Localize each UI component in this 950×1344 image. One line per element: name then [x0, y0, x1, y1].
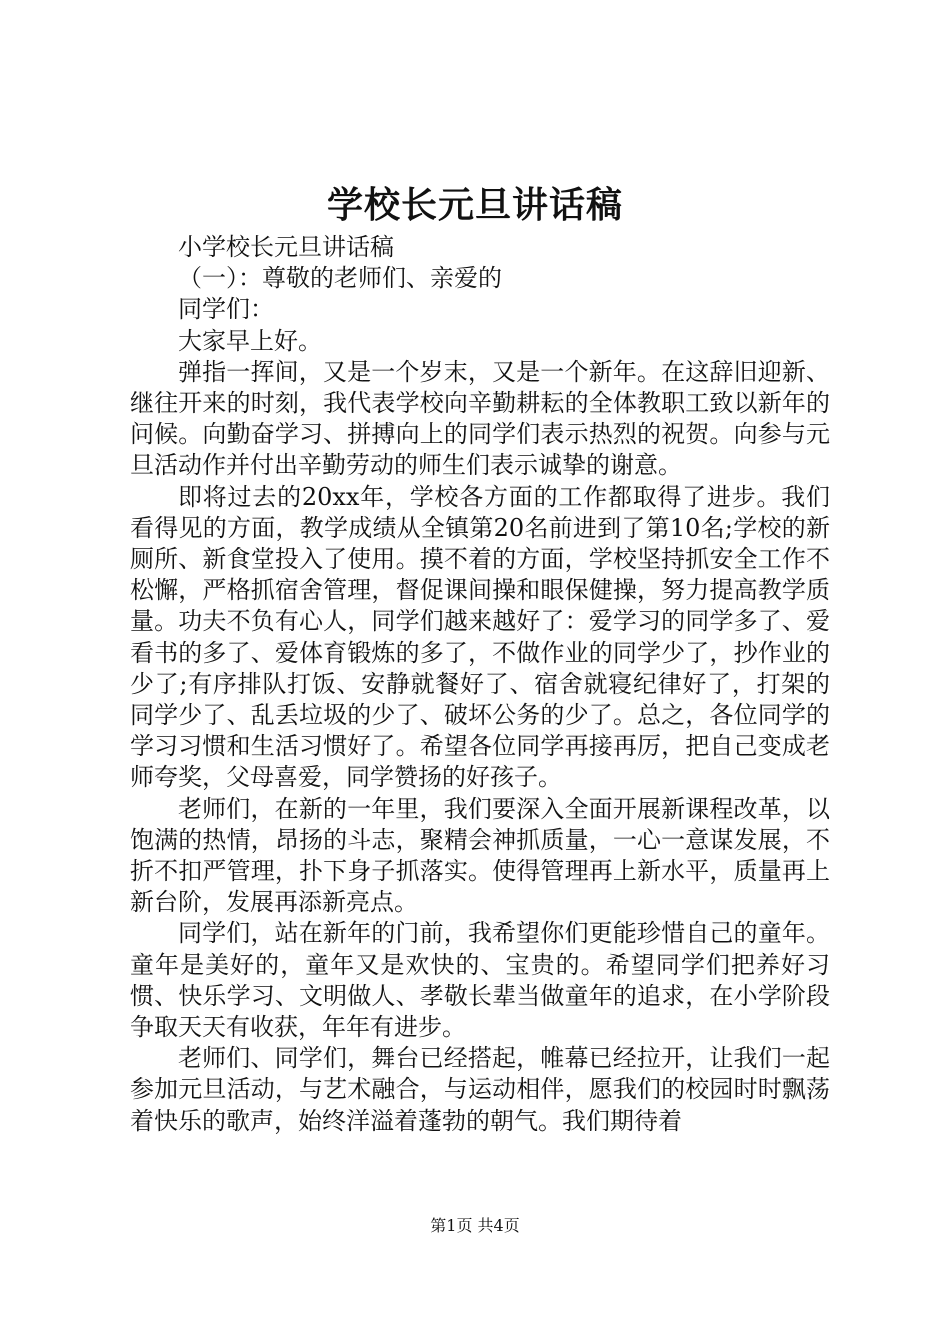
paragraph: 老师们，在新的一年里，我们要深入全面开展新课程改革，以饱满的热情，昂扬的斗志，聚精会神抓质量，一心一意谋发展，不折不扣严管理，扑下身子抓落实。使得管理再上新水平，质量再上新台阶，发展再添新亮点。 — [130, 794, 830, 917]
paragraph: 即将过去的20xx年，学校各方面的工作都取得了进步。我们看得见的方面，教学成绩从全镇第20名前进到了第10名;学校的新厕所、新食堂投入了使用。摸不着的方面，学校坚持抓安全工作不松懈，严格抓宿舍管理，督促课间操和眼保健操，努力提高教学质量。功夫不负有心人，同学们越来越好了：爱学习的同学多了、爱看书的多了、爱体育锻炼的多了，不做作业的同学少了，抄作业的少了;有序排队打饭、安静就餐好了、宿舍就寝纪律好了，打架的同学少了、乱丢垃圾的少了、破坏公务的少了。总之，各位同学的学习习惯和生活习惯好了。希望各位同学再接再厉，把自己变成老师夸奖，父母喜爱，同学赞扬的好孩子。 — [130, 482, 830, 792]
paragraph: 小学校长元旦讲话稿 — [178, 233, 394, 261]
paragraph: 同学们，站在新年的门前，我希望你们更能珍惜自己的童年。童年是美好的，童年又是欢快的、宝贵的。希望同学们把养好习惯、快乐学习、文明做人、孝敬长辈当做童年的追求，在小学阶段争取天天有收获，年年有进步。 — [130, 919, 830, 1042]
paragraph: 同学们： — [178, 295, 274, 324]
paragraph: 老师们、同学们，舞台已经搭起，帷幕已经拉开，让我们一起参加元旦活动，与艺术融合，与运动相伴，愿我们的校园时时飘荡着快乐的歌声，始终洋溢着蓬勃的朝气。我们期待着 — [130, 1044, 830, 1135]
document-title: 学校长元旦讲话稿 — [326, 184, 623, 226]
document-body — [130, 232, 830, 1137]
paragraph: （一）：尊敬的老师们、亲爱的 — [178, 264, 502, 293]
paragraph: 大家早上好。 — [178, 326, 322, 355]
paragraph: 弹指一挥间，又是一个岁末，又是一个新年。在这辞旧迎新、继往开来的时刻，我代表学校向辛勤耕耘的全体教职工致以新年的问候。向勤奋学习、拼搏向上的同学们表示热烈的祝贺。向参与元旦活动作并付出辛勤劳动的师生们表示诚挚的谢意。 — [130, 357, 830, 480]
page-footer: 第1页 共4页 — [430, 1216, 520, 1235]
